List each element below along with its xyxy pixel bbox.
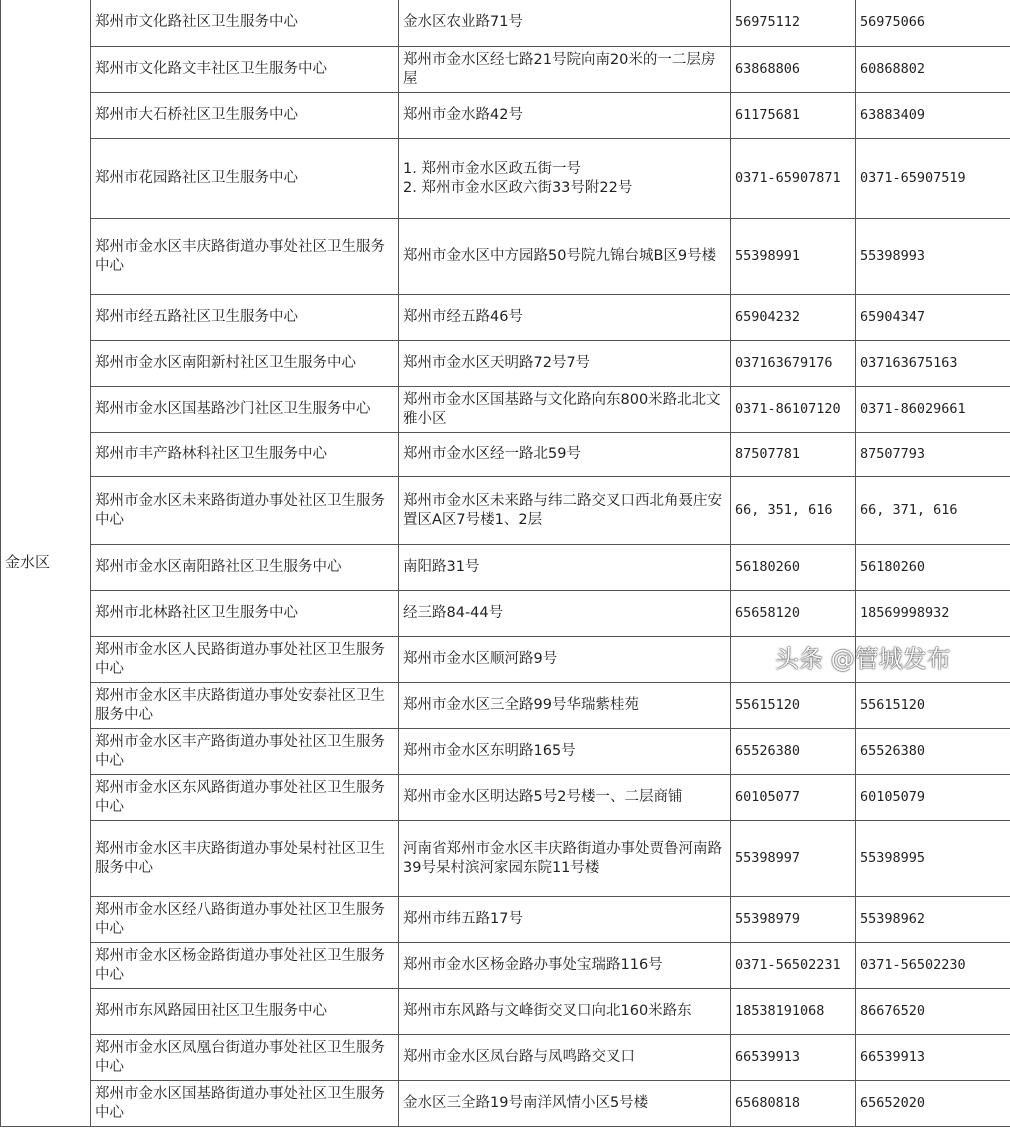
address-cell: 郑州市金水区未来路与纬二路交叉口西北角聂庄安置区A区7号楼1、2层 [399,477,731,545]
center-name-cell: 郑州市金水区丰庆路街道办事处杲村社区卫生服务中心 [91,821,399,897]
phone-cell: 55615120 [731,683,856,729]
center-name-cell: 郑州市金水区杨金路街道办事处社区卫生服务中心 [91,943,399,989]
center-name-cell: 郑州市金水区南阳路社区卫生服务中心 [91,545,399,591]
table-row [1,729,1010,775]
center-name-cell: 郑州市北林路社区卫生服务中心 [91,591,399,637]
phone-cell: 60105077 [731,775,856,821]
address-cell: 郑州市金水区杨金路办事处宝瑞路116号 [399,943,731,989]
phone-cell: 55398997 [731,821,856,897]
district-cell: 金水区 [1,0,91,1127]
phone-alt-cell: 56180260 [856,545,1010,591]
address-cell: 金水区农业路71号 [399,0,731,47]
phone-alt-cell: 60105079 [856,775,1010,821]
phone-cell: 87507781 [731,433,856,477]
center-name-cell: 郑州市金水区未来路街道办事处社区卫生服务中心 [91,477,399,545]
phone-cell: 65904232 [731,295,856,341]
table-row [1,775,1010,821]
table-row [1,1081,1010,1127]
table-row [1,683,1010,729]
table-row [1,219,1010,295]
phone-alt-cell: 55398962 [856,897,1010,943]
address-cell: 南阳路31号 [399,545,731,591]
phone-alt-cell: 56975066 [856,0,1010,47]
table-row [1,1035,1010,1081]
address-cell: 郑州市金水区天明路72号7号 [399,341,731,387]
table-row [1,0,1010,47]
address-cell: 郑州市经五路46号 [399,295,731,341]
phone-cell: 65526380 [731,729,856,775]
center-name-cell: 郑州市金水区丰庆路街道办事处社区卫生服务中心 [91,219,399,295]
table-row [1,295,1010,341]
phone-cell: 55398979 [731,897,856,943]
phone-alt-cell: 037163675163 [856,341,1010,387]
center-name-cell: 郑州市金水区人民路街道办事处社区卫生服务中心 [91,637,399,683]
phone-alt-cell: 18569998932 [856,591,1010,637]
address-cell: 郑州市金水区国基路与文化路向东800米路北北文雅小区 [399,387,731,433]
phone-cell: 63868806 [731,47,856,93]
table-row [1,821,1010,897]
address-cell: 河南省郑州市金水区丰庆路街道办事处贾鲁河南路39号杲村滨河家园东院11号楼 [399,821,731,897]
center-name-cell: 郑州市金水区丰产路街道办事处社区卫生服务中心 [91,729,399,775]
center-name-cell: 郑州市文化路社区卫生服务中心 [91,0,399,47]
center-name-cell: 郑州市大石桥社区卫生服务中心 [91,93,399,139]
phone-cell: 55398991 [731,219,856,295]
address-cell: 郑州市纬五路17号 [399,897,731,943]
table-body [1,0,1010,1127]
table-row [1,989,1010,1035]
center-name-cell: 郑州市金水区丰庆路街道办事处安泰社区卫生服务中心 [91,683,399,729]
table-row [1,93,1010,139]
phone-alt-cell: 55615120 [856,683,1010,729]
address-cell: 1. 郑州市金水区政五街一号 2. 郑州市金水区政六街33号附22号 [399,139,731,219]
table-row [1,897,1010,943]
center-name-cell: 郑州市东风路园田社区卫生服务中心 [91,989,399,1035]
phone-alt-cell: 87507793 [856,433,1010,477]
phone-cell: 56180260 [731,545,856,591]
phone-cell: 61175681 [731,93,856,139]
address-cell: 郑州市金水区经七路21号院向南20米的一二层房屋 [399,47,731,93]
address-cell: 郑州市金水区东明路165号 [399,729,731,775]
center-name-cell: 郑州市金水区国基路沙门社区卫生服务中心 [91,387,399,433]
address-cell: 郑州市金水区三全路99号华瑞紫桂苑 [399,683,731,729]
phone-cell: 66, 351, 616 [731,477,856,545]
address-cell: 郑州市金水区凤台路与凤鸣路交叉口 [399,1035,731,1081]
phone-alt-cell: 55398993 [856,219,1010,295]
address-cell: 郑州市东风路与文峰街交叉口向北160米路东 [399,989,731,1035]
phone-alt-cell: 55398995 [856,821,1010,897]
table-row [1,341,1010,387]
table-row [1,943,1010,989]
table-row [1,387,1010,433]
center-name-cell: 郑州市金水区凤凰台街道办事处社区卫生服务中心 [91,1035,399,1081]
phone-cell: 0371-65907871 [731,139,856,219]
phone-cell: 037163679176 [731,341,856,387]
center-name-cell: 郑州市丰产路林科社区卫生服务中心 [91,433,399,477]
table-row [1,477,1010,545]
address-cell: 郑州市金水区中方园路50号院九锦台城B区9号楼 [399,219,731,295]
table-row [1,47,1010,93]
phone-alt-cell: 63883409 [856,93,1010,139]
phone-alt-cell: 0371-56502230 [856,943,1010,989]
center-name-cell: 郑州市金水区东风路街道办事处社区卫生服务中心 [91,775,399,821]
phone-cell: 65658120 [731,591,856,637]
phone-alt-cell: 86676520 [856,989,1010,1035]
phone-alt-cell: 0371-86029661 [856,387,1010,433]
table-row [1,545,1010,591]
phone-alt-cell: 0371-65907519 [856,139,1010,219]
center-name-cell: 郑州市金水区国基路街道办事处社区卫生服务中心 [91,1081,399,1127]
address-cell: 经三路84-44号 [399,591,731,637]
address-cell: 金水区三全路19号南洋风情小区5号楼 [399,1081,731,1127]
center-name-cell: 郑州市经五路社区卫生服务中心 [91,295,399,341]
phone-cell: 18538191068 [731,989,856,1035]
phone-alt-cell: 66, 371, 616 [856,477,1010,545]
phone-cell: 65680818 [731,1081,856,1127]
watermark: 头条 @管城发布 [775,645,951,673]
phone-alt-cell: 66539913 [856,1035,1010,1081]
address-cell: 郑州市金水区顺河路9号 [399,637,731,683]
center-name-cell: 郑州市金水区经八路街道办事处社区卫生服务中心 [91,897,399,943]
phone-cell: 66539913 [731,1035,856,1081]
phone-alt-cell: 65526380 [856,729,1010,775]
center-name-cell: 郑州市花园路社区卫生服务中心 [91,139,399,219]
table-row [1,433,1010,477]
table-row [1,139,1010,219]
phone-cell: 56975112 [731,0,856,47]
table-row [1,591,1010,637]
phone-alt-cell: 65652020 [856,1081,1010,1127]
phone-alt-cell: 60868802 [856,47,1010,93]
phone-alt-cell: 65904347 [856,295,1010,341]
center-name-cell: 郑州市金水区南阳新村社区卫生服务中心 [91,341,399,387]
address-cell: 郑州市金水区经一路北59号 [399,433,731,477]
phone-cell: 0371-86107120 [731,387,856,433]
address-cell: 郑州市金水区明达路5号2号楼一、二层商铺 [399,775,731,821]
center-name-cell: 郑州市文化路文丰社区卫生服务中心 [91,47,399,93]
phone-cell: 0371-56502231 [731,943,856,989]
address-cell: 郑州市金水路42号 [399,93,731,139]
